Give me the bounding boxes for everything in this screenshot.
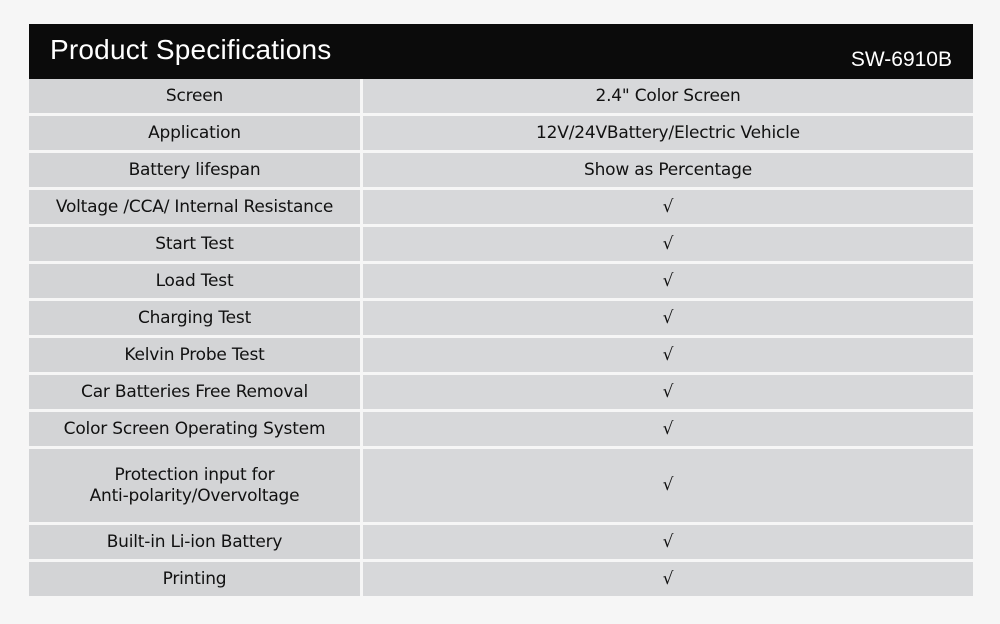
- table-row: [29, 448, 973, 524]
- spec-value: [362, 226, 974, 263]
- spec-label: Voltage /CCA/ Internal Resistance: [29, 189, 362, 226]
- table-row: [29, 374, 973, 411]
- spec-value: Show as Percentage: [362, 152, 974, 189]
- check-icon: √: [662, 270, 674, 291]
- spec-label: Start Test: [29, 226, 362, 263]
- spec-value: [362, 524, 974, 561]
- spec-card: [29, 24, 973, 599]
- table-row: [29, 189, 973, 226]
- check-icon: √: [662, 418, 674, 439]
- check-icon: √: [662, 568, 674, 589]
- spec-value: [362, 263, 974, 300]
- spec-label: Printing: [29, 561, 362, 598]
- spec-value: [362, 189, 974, 226]
- spec-header: [29, 24, 973, 79]
- spec-value: 2.4" Color Screen: [362, 79, 974, 115]
- check-icon: √: [662, 196, 674, 217]
- spec-value: [362, 374, 974, 411]
- table-row: [29, 337, 973, 374]
- spec-value: [362, 448, 974, 524]
- page-title: Product Specifications: [50, 34, 332, 65]
- spec-value: [362, 337, 974, 374]
- spec-label: Color Screen Operating System: [29, 411, 362, 448]
- table-row: [29, 115, 973, 152]
- spec-label-line: Anti-polarity/Overvoltage: [89, 485, 300, 506]
- spec-label: Charging Test: [29, 300, 362, 337]
- table-row: [29, 524, 973, 561]
- check-icon: √: [662, 233, 674, 254]
- table-row: [29, 411, 973, 448]
- spec-label: Built-in Li-ion Battery: [29, 524, 362, 561]
- spec-label: Application: [29, 115, 362, 152]
- spec-value: [362, 561, 974, 598]
- table-row: [29, 300, 973, 337]
- spec-table: [29, 79, 973, 599]
- spec-label: Battery lifespan: [29, 152, 362, 189]
- check-icon: √: [662, 344, 674, 365]
- spec-label-line: Protection input for: [114, 464, 275, 485]
- check-icon: √: [662, 475, 674, 495]
- table-row: [29, 263, 973, 300]
- table-row: [29, 79, 973, 115]
- spec-label: Screen: [29, 79, 362, 115]
- check-icon: √: [662, 531, 674, 552]
- spec-label: [29, 448, 362, 524]
- model-number: SW-6910B: [850, 48, 952, 71]
- spec-value: 12V/24VBattery/Electric Vehicle: [362, 115, 974, 152]
- table-row: [29, 152, 973, 189]
- table-row: [29, 561, 973, 598]
- check-icon: √: [662, 307, 674, 328]
- spec-label: Load Test: [29, 263, 362, 300]
- spec-value: [362, 300, 974, 337]
- spec-label: Kelvin Probe Test: [29, 337, 362, 374]
- spec-value: [362, 411, 974, 448]
- check-icon: √: [662, 381, 674, 402]
- spec-label: Car Batteries Free Removal: [29, 374, 362, 411]
- table-row: [29, 226, 973, 263]
